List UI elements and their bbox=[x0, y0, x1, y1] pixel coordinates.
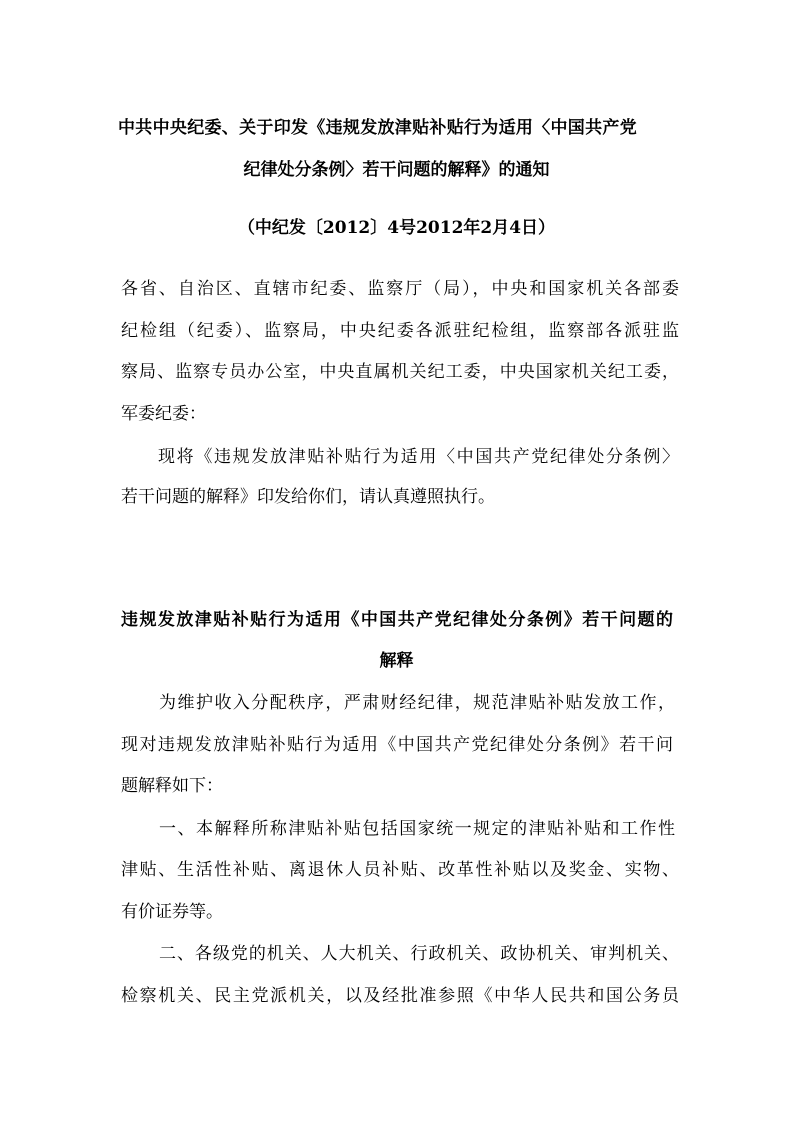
notice-title-line-1: 中共中央纪委、关于印发《违规发放津贴补贴行为适用〈中国共产党 bbox=[118, 118, 637, 138]
document-number: （中纪发〔2012〕4号2012年2月4日） bbox=[237, 218, 556, 238]
article-1-line-2: 津贴、生活性补贴、离退休人员补贴、改革性补贴以及奖金、实物、 bbox=[121, 860, 679, 880]
article-1-line-3: 有价证券等。 bbox=[121, 902, 223, 922]
addressee-line-3: 察局、监察专员办公室，中央直属机关纪工委，中央国家机关纪工委， bbox=[121, 362, 679, 382]
article-2-line-2: 检察机关、民主党派机关，以及经批准参照《中华人民共和国公务员 bbox=[121, 986, 679, 1006]
intro-line-2: 现对违规发放津贴补贴行为适用《中国共产党纪律处分条例》若干问 bbox=[121, 735, 673, 755]
addressee-line-4: 军委纪委： bbox=[121, 404, 206, 424]
notice-body-line-1: 现将《违规发放津贴补贴行为适用〈中国共产党纪律处分条例〉 bbox=[158, 447, 679, 467]
interpretation-title-line-1: 违规发放津贴补贴行为适用《中国共产党纪律处分条例》若干问题的 bbox=[121, 610, 673, 630]
intro-line-1: 为维护收入分配秩序，严肃财经纪律，规范津贴补贴发放工作， bbox=[159, 693, 675, 713]
interpretation-title-line-2: 解释 bbox=[379, 651, 414, 671]
notice-body-line-2: 若干问题的解释》印发给你们，请认真遵照执行。 bbox=[121, 487, 495, 507]
article-2-line-1: 二、各级党的机关、人大机关、行政机关、政协机关、审判机关、 bbox=[159, 944, 679, 964]
notice-title-line-2: 纪律处分条例〉若干问题的解释》的通知 bbox=[243, 160, 550, 180]
addressee-line-2: 纪检组（纪委）、监察局，中央纪委各派驻纪检组，监察部各派驻监 bbox=[121, 321, 679, 341]
addressee-line-1: 各省、自治区、直辖市纪委、监察厅（局），中央和国家机关各部委 bbox=[121, 279, 679, 299]
article-1-line-1: 一、本解释所称津贴补贴包括国家统一规定的津贴补贴和工作性 bbox=[159, 819, 675, 839]
intro-line-3: 题解释如下： bbox=[121, 776, 223, 796]
